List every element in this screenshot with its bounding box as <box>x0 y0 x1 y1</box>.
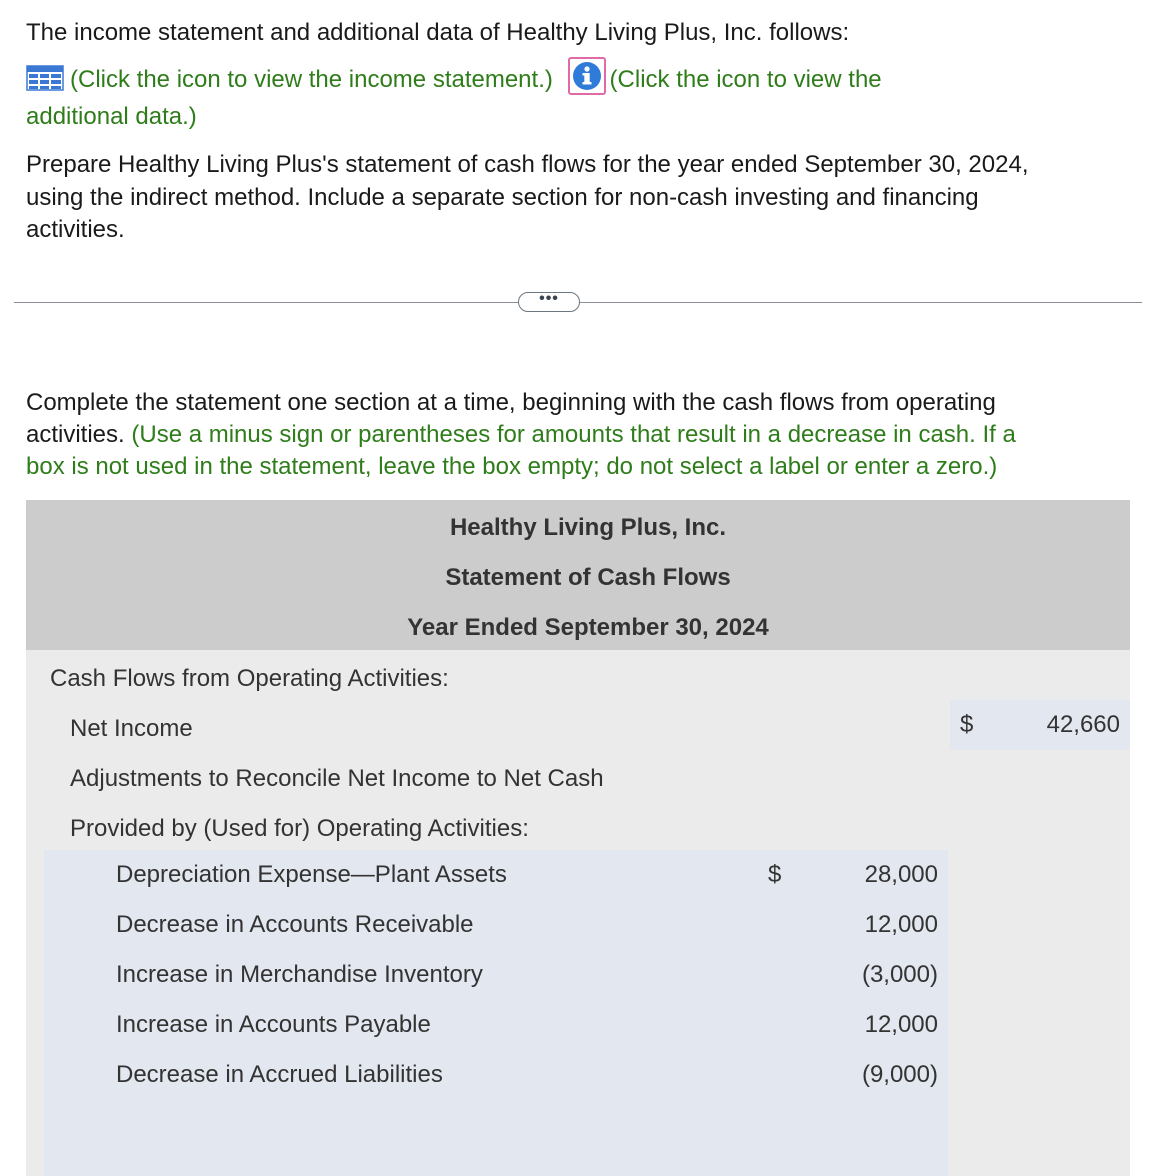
info-icon[interactable] <box>572 61 602 91</box>
additional-data-link-text[interactable]: (Click the icon to view the <box>609 66 882 93</box>
net-income-label: Net Income <box>70 715 193 742</box>
task-line-2-black: activities. <box>26 421 125 448</box>
adjustment-currency: $ <box>768 861 782 888</box>
statement-header <box>26 500 1130 650</box>
intro-text: The income statement and additional data of Healthy Living Plus, Inc. follows: <box>26 19 850 46</box>
adjustments-heading-1: Adjustments to Reconcile Net Income to Net Cash <box>70 765 604 792</box>
table-grid-icon[interactable] <box>26 65 64 91</box>
task-line-1: Complete the statement one section at a time, beginning with the cash flows from operating <box>26 389 996 416</box>
task-hint: (Use a minus sign or parentheses for amounts that result in a decrease in cash. If a <box>131 421 1016 448</box>
adjustment-value[interactable]: 12,000 <box>864 911 938 938</box>
operating-section-label: Cash Flows from Operating Activities: <box>50 665 449 692</box>
adjustment-value[interactable]: 28,000 <box>864 861 938 888</box>
adjustments-heading-2: Provided by (Used for) Operating Activities: <box>70 815 529 842</box>
adjustment-label[interactable]: Decrease in Accounts Receivable <box>116 911 474 938</box>
instructions-line-1: Prepare Healthy Living Plus's statement of cash flows for the year ended September 30, 2024, <box>26 151 1029 178</box>
statement-period: Year Ended September 30, 2024 <box>407 614 769 641</box>
adjustment-value[interactable]: 12,000 <box>864 1011 938 1038</box>
statement-title: Statement of Cash Flows <box>445 564 731 591</box>
income-statement-link[interactable] <box>26 66 560 93</box>
adjustment-value[interactable]: (9,000) <box>861 1061 938 1088</box>
adjustment-value[interactable]: (3,000) <box>861 961 938 988</box>
instructions-line-2: using the indirect method. Include a separate section for non-cash investing and financing <box>26 184 979 211</box>
intro-links-row <box>26 57 882 96</box>
adjustment-label[interactable]: Increase in Merchandise Inventory <box>116 961 483 988</box>
additional-data-button[interactable] <box>568 57 606 95</box>
adjustment-label[interactable]: Depreciation Expense—Plant Assets <box>116 861 507 888</box>
net-income-value[interactable]: 42,660 <box>1046 711 1120 738</box>
expand-more-button[interactable]: ••• <box>518 292 580 312</box>
adjustment-label[interactable]: Increase in Accounts Payable <box>116 1011 431 1038</box>
task-hint-line-3: box is not used in the statement, leave the box empty; do not select a label or enter a zero.) <box>26 453 998 480</box>
task-line-2 <box>26 419 1016 451</box>
additional-data-link-text-cont[interactable]: additional data.) <box>26 103 197 130</box>
net-income-currency: $ <box>960 711 974 738</box>
adjustment-label[interactable]: Decrease in Accrued Liabilities <box>116 1061 443 1088</box>
statement-company: Healthy Living Plus, Inc. <box>449 514 727 541</box>
income-statement-link-text[interactable]: (Click the icon to view the income statement.) <box>70 66 553 93</box>
instructions-line-3: activities. <box>26 216 125 243</box>
